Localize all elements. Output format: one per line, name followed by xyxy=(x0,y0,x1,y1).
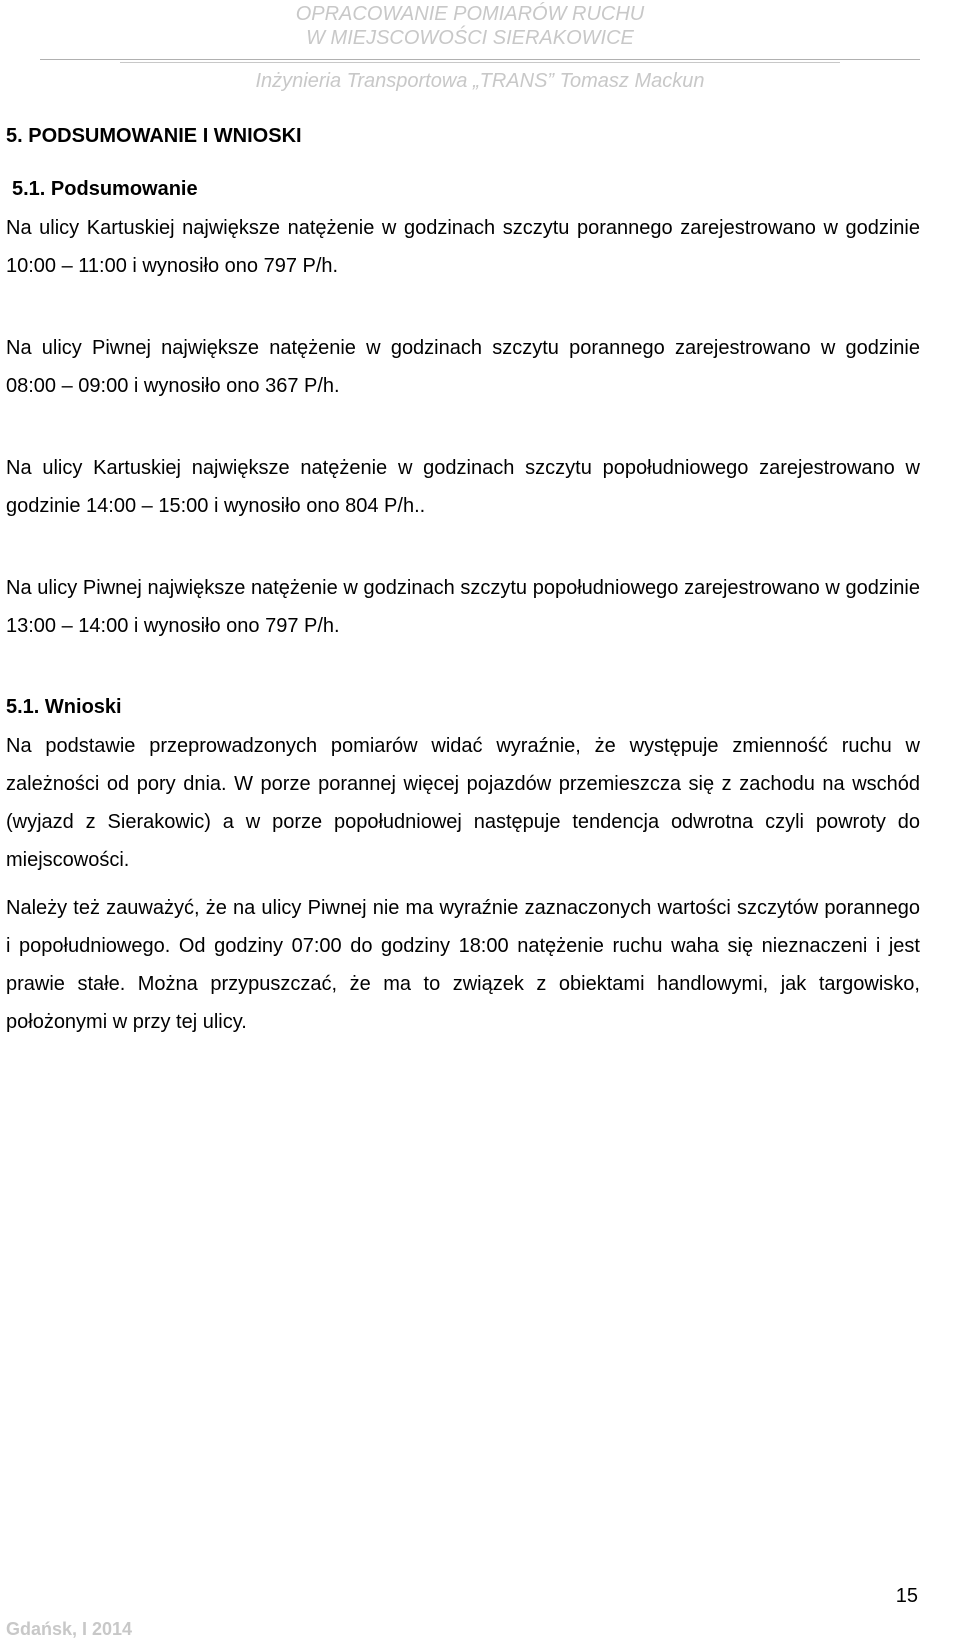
page-number: 15 xyxy=(895,1585,918,1607)
section-heading-main: 5. PODSUMOWANIE I WNIOSKI xyxy=(6,125,302,147)
paragraph-conclusion-piwna: Należy też zauważyć, że na ulicy Piwnej nie ma wyraźnie zaznaczonych wartości szczytów porannego i popołudniowego. Od godziny 07:00 do godziny 18:00 natężenie ruchu waha się nieznaczeni i jest prawie stałe. Można przypuszczać, że ma to związek z obiektami handlowymi, jak targowisko, położonymi w przy tej ulicy. xyxy=(6,897,920,1033)
header-divider xyxy=(40,59,920,60)
footer-location-date: Gdańsk, I 2014 xyxy=(6,1619,133,1639)
header-title-line2: W MIEJSCOWOŚCI SIERAKOWICE xyxy=(306,27,634,49)
header-divider-secondary xyxy=(120,62,840,63)
paragraph-piwna-morning: Na ulicy Piwnej największe natężenie w godzinach szczytu porannego zarejestrowano w godzinie 08:00 – 09:00 i wynosiło ono 367 P/h. xyxy=(6,337,920,397)
paragraph-kartuska-morning: Na ulicy Kartuskiej największe natężenie w godzinach szczytu porannego zarejestrowano w godzinie 10:00 – 11:00 i wynosiło ono 797 P/h. xyxy=(6,217,920,277)
header-title-line1: OPRACOWANIE POMIARÓW RUCHU xyxy=(295,3,645,25)
section-heading-summary: 5.1. Podsumowanie xyxy=(12,178,198,200)
section-heading-conclusions: 5.1. Wnioski xyxy=(6,696,122,718)
paragraph-piwna-afternoon: Na ulicy Piwnej największe natężenie w godzinach szczytu popołudniowego zarejestrowano w godzinie 13:00 – 14:00 i wynosiło ono 797 P/h. xyxy=(6,577,920,637)
header-company-name: Inżynieria Transportowa „TRANS” Tomasz Mackun xyxy=(255,70,705,92)
paragraph-conclusion-variation: Na podstawie przeprowadzonych pomiarów widać wyraźnie, że występuje zmienność ruchu w zależności od pory dnia. W porze porannej więcej pojazdów przemieszcza się z zachodu na wschód (wyjazd z Sierakowic) a w porze popołudniowej następuje tendencja odwrotna czyli powroty do miejscowości. xyxy=(6,735,920,871)
paragraph-kartuska-afternoon: Na ulicy Kartuskiej największe natężenie w godzinach szczytu popołudniowego zarejestrowano w godzinie 14:00 – 15:00 i wynosiło ono 804 P/h.. xyxy=(6,457,920,517)
